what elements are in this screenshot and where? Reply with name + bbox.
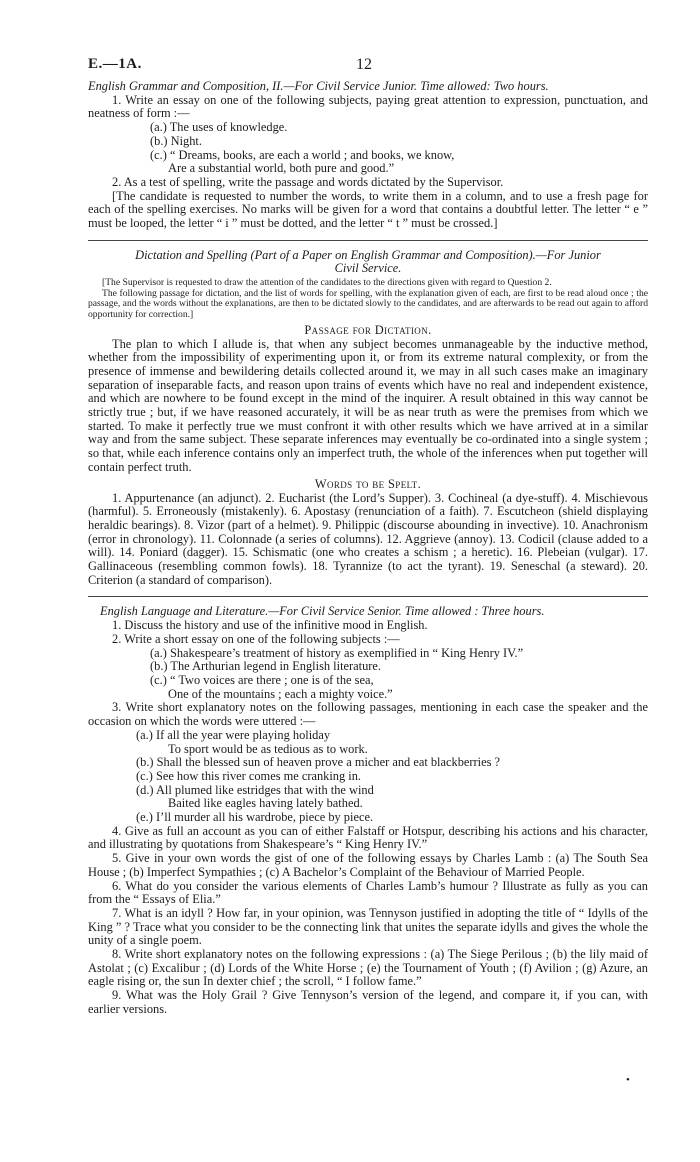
page-number: 12: [356, 56, 372, 73]
lit-question-4: 4. Give as full an account as you can of either Falstaff or Hotspur, describing his actions and his character, and illustrating by quotations from Shakespeare’s “ King Henry IV.”: [88, 823, 648, 852]
passage-b: (b.) Shall the blessed sun of heaven prove a micher and eat blackberries ?: [136, 755, 501, 770]
passage-a-line1: (a.) If all the year were playing holiday: [136, 727, 331, 742]
question-2: 2. As a test of spelling, write the passage and words dictated by the Supervisor.: [112, 174, 504, 189]
lit-subject-a: (a.) Shakespeare’s treatment of history as exemplified in “ King Henry IV.”: [150, 645, 524, 660]
lit-question-2: 2. Write a short essay on one of the following subjects :—: [112, 631, 400, 646]
supervisor-note: [The Supervisor is requested to draw the attention of the candidates to the directions given with regard to Question 2.: [102, 277, 552, 289]
lit-subject-b: (b.) The Arthurian legend in English literature.: [150, 659, 381, 674]
lit-question-9: 9. What was the Holy Grail ? Give Tennyson’s version of the legend, and compare it, if you can, with earlier versions.: [88, 988, 648, 1016]
subject-c-line1: (c.) “ Dreams, books, are each a world ; and books, we know,: [150, 147, 455, 162]
lit-question-8: 8. Write short explanatory notes on the following expressions : (a) The Siege Perilous ; (b) the lily maid of Astolat ; (c) Excalibur ; (d) Lords of the White Horse ; (e) the Tournament of Youth ; (f) Avilion ; (g) Azure, an eagle rising or, the sun In dexter chief ; the scroll, “ I follow fame.”: [88, 947, 648, 989]
divider: [88, 596, 648, 597]
dictation-note: The following passage for dictation, and the list of words for spelling, with the explanation given of each, are first to be read aloud once ; the passage, and the words without the explanations, are then to be dictated slowly to the candidates, and are afterwards to be read out again to afford opportunity for correction.]: [88, 287, 648, 320]
heading-line1: Dictation and Spelling (Part of a Paper on English Grammar and Composition).—For Junior: [135, 247, 601, 262]
subject-a: (a.) The uses of knowledge.: [150, 120, 288, 135]
section-heading-dictation: [88, 249, 648, 276]
document-reference: E.—1A.: [88, 56, 142, 72]
document-page: [88, 56, 648, 1017]
subject-b: (b.) Night.: [150, 133, 202, 148]
lit-subject-c-line1: (c.) “ Two voices are there ; one is of the sea,: [150, 672, 374, 687]
lit-question-5: 5. Give in your own words the gist of one of the following essays by Charles Lamb : (a) The South Sea House ; (b) Imperfect Sympathies ; (c) A Bachelor’s Complaint of the Behaviour of Married People.: [88, 851, 648, 879]
words-title: Words to be Spelt.: [314, 476, 422, 491]
heading-text: English Language and Literature.—For Civil Service Senior. Time allowed : Three hours.: [100, 604, 545, 619]
subject-c-line2: Are a substantial world, both pure and good.”: [168, 161, 395, 176]
passage-d-line1: (d.) All plumed like estridges that with the wind: [136, 782, 374, 797]
dictation-passage: The plan to which I allude is, that when any subject becomes unmanageable by the inductive method, whether from the impossibility of experimenting upon it, or from its extreme natural complexity, or from the presence of immense and bewildering details collected around it, we may in all such cases make an imaginary separation of inseparable facts, and reason upon trains of events which have no real and independent existence, and which are nowhere to be found except in the mind of the inquirer. A result obtained in this way cannot be strictly true ; but, if we have reasoned accurately, it will be as near truth as were the premises from which we started. To make it perfectly true we must confront it with other results which we have arrived at in a similar way and from the same subject. These separate inferences may eventually be co-ordinated into a single system ; so that, while each inference contains only an imperfect truth, the whole of the inferences when put together will contain perfect truth.: [88, 336, 648, 474]
passage-c: (c.) See how this river comes me cranking in.: [136, 768, 362, 783]
section-heading-literature: [88, 605, 648, 619]
passage-a-line2: To sport would be as tedious as to work.: [168, 741, 368, 756]
lit-question-6: 6. What do you consider the various elements of Charles Lamb’s humour ? Illustrate as fully as you can from the “ Essays of Elia.”: [88, 878, 648, 907]
section-heading-grammar: English Grammar and Composition, II.—For Civil Service Junior. Time allowed: Two hours.: [88, 79, 549, 93]
footer-mark: •: [626, 1074, 630, 1086]
page-header: [88, 56, 648, 78]
lit-question-3: 3. Write short explanatory notes on the following passages, mentioning in each case the speaker and the occasion on which the words were uttered :—: [88, 700, 648, 729]
lit-question-1: 1. Discuss the history and use of the infinitive mood in English.: [112, 618, 428, 633]
passage-d-line2: Baited like eagles having lately bathed.: [168, 796, 363, 811]
passage-e: (e.) I’ll murder all his wardrobe, piece by piece.: [136, 810, 374, 825]
question-1: 1. Write an essay on one of the following subjects, paying great attention to expression, punctuation, and neatness of form :—: [88, 92, 648, 121]
heading-line2: Civil Service.: [334, 261, 402, 276]
spelling-words: 1. Appurtenance (an adjunct). 2. Eucharist (the Lord’s Supper). 3. Cochineal (a dye-stuff). 4. Mischievous (harmful). 5. Erroneously (mistakenly). 6. Apostasy (renunciation of a faith). 7. Escutcheon (shield displaying heraldic bearings). 8. Vizor (part of a helmet). 9. Philippic (discourse abounding in invective). 10. Anachronism (error in chronology). 11. Colonnade (a series of columns). 12. Aggrieve (annoy). 13. Codicil (clause added to a will). 14. Poniard (dagger). 15. Schismatic (one who creates a schism ; a heretic). 16. Plebeian (vulgar). 17. Gallinaceous (resembling common fowls). 18. Tyrannize (to act the tyrant). 19. Seneschal (a steward). 20. Criterion (a standard of comparison).: [88, 490, 648, 587]
divider: [88, 240, 648, 241]
lit-question-7: 7. What is an idyll ? How far, in your opinion, was Tennyson justified in adopting the title of “ Idylls of the King ” ? Trace what you consider to be the connecting link that unites the separate idylls and gives the whole the unity of a single poem.: [88, 905, 648, 948]
passage-title: Passage for Dictation.: [304, 322, 432, 337]
spelling-instruction: [The candidate is requested to number the words, to write them in a column, and to use a fresh page for each of the spelling exercises. No marks will be given for a word that contains a doubtful letter. The letter “ e ” must be looped, the letter “ i ” must be dotted, and the letter “ t ” must be crossed.]: [88, 188, 648, 231]
lit-subject-c-line2: One of the mountains ; each a mighty voice.”: [168, 686, 393, 701]
